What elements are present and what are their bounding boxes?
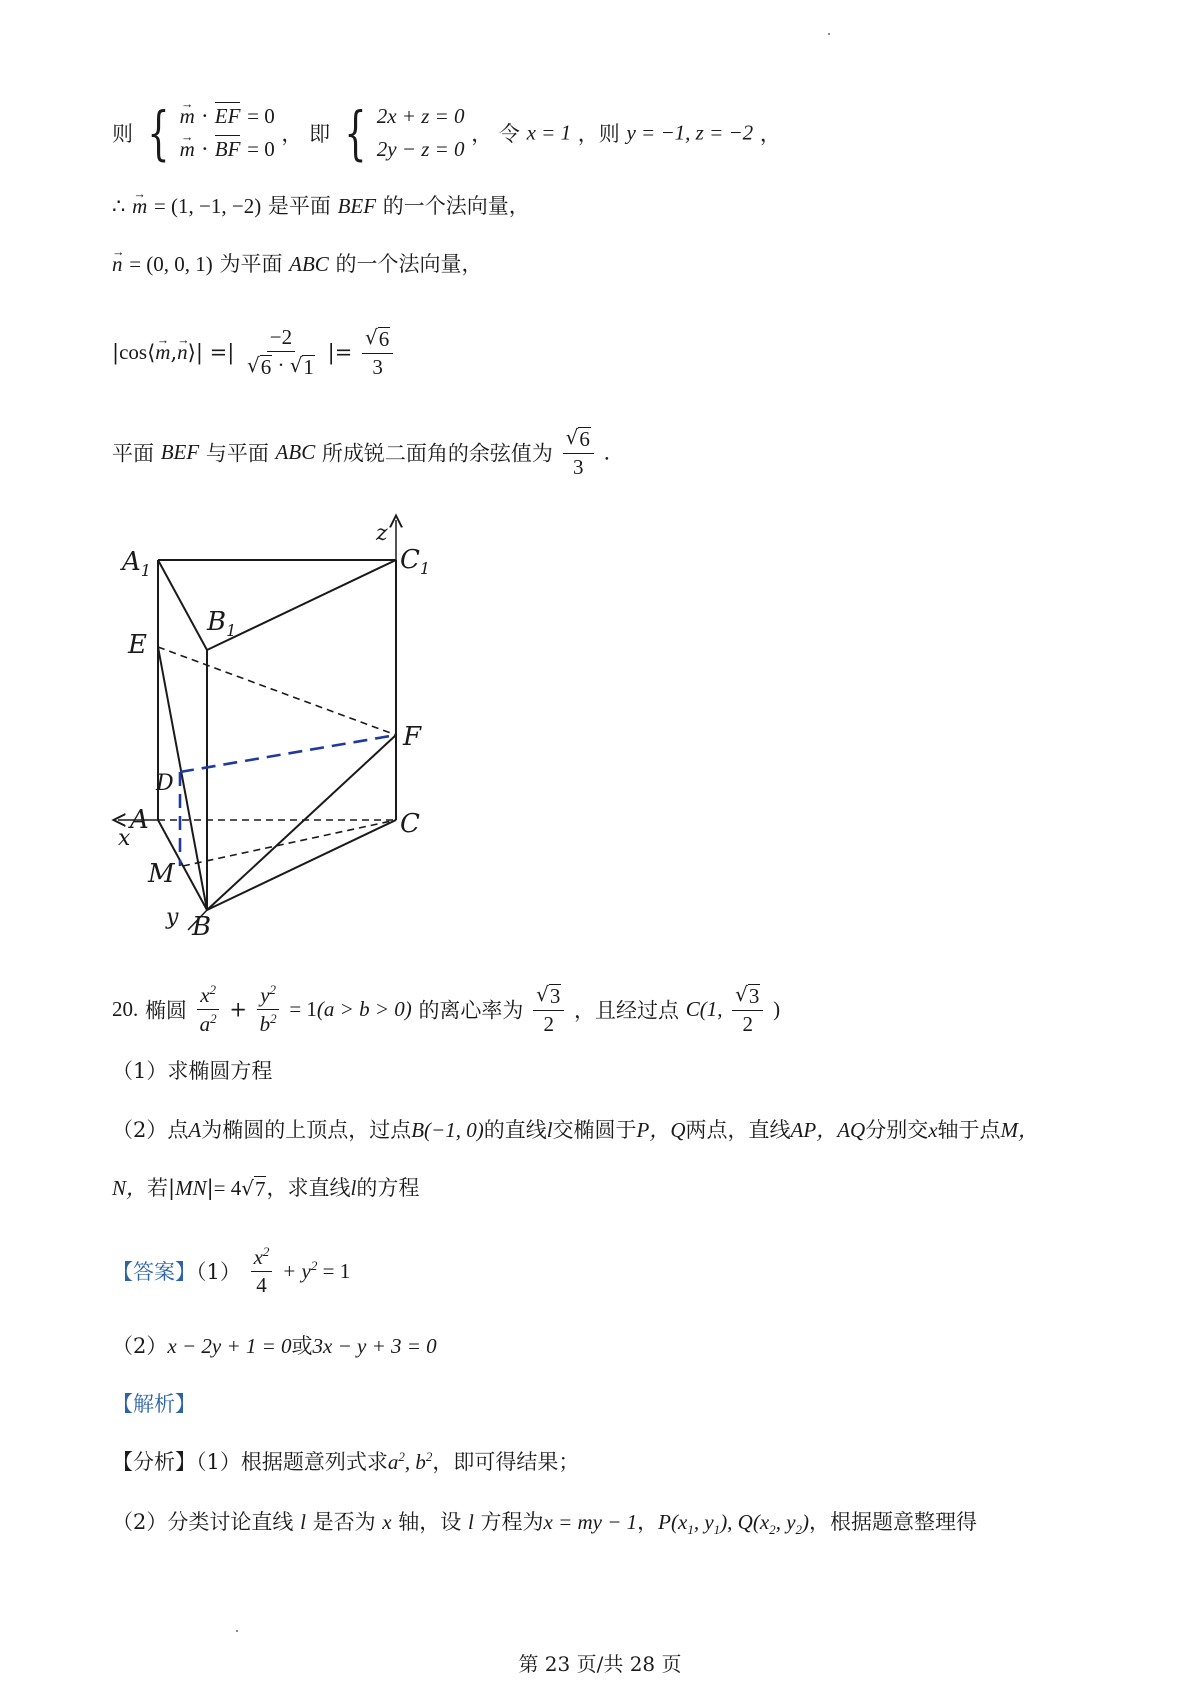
answer-part-2: （2）x − 2y + 1 = 0或3x − y + 3 = 0	[112, 1334, 437, 1358]
equation-line-1: 则 { → m · EF = 0 → m · BF = 0 ， 即 { 2x + z = 0 2y − z = 0 ， 令 x = 1 ，则 y = −1, z = −2 ，	[112, 104, 781, 162]
problem-20-stem: 20. 椭圆 $\frac{x^2}{a^2}$ + $\frac{y^2}{b^2}$ = 1(a > b > 0) 的离心率为 √ 3 2 ，且经过点 C(1, √ 3 2 )	[112, 982, 781, 1037]
label-D: D	[156, 771, 174, 796]
label-M: M	[148, 859, 175, 889]
label-B1: $B_1$	[207, 607, 237, 640]
edge-A1B1	[158, 560, 207, 650]
problem-20-part-2-line2: N，若|MN|= 4 √ 7 ，求直线l的方程	[112, 1176, 420, 1201]
label-A1: $A_1$	[122, 547, 151, 580]
label-z: z	[376, 521, 388, 546]
label-B: B	[192, 912, 212, 942]
analysis-tag: 【解析】	[112, 1392, 196, 1416]
analysis-part-2: （2）分类讨论直线 l 是否为 x 轴，设 l 方程为x = my − 1，$P(x_1$, $y_1$), $Q(x_2$, $y_2$)，根据题意整理得	[112, 1510, 978, 1538]
edge-BC	[207, 820, 396, 910]
label-A: A	[130, 805, 149, 835]
label-y: y	[166, 905, 179, 930]
page-footer: 第 23 页/共 28 页	[518, 1652, 682, 1676]
scan-dot	[236, 1630, 238, 1632]
answer-tag: 【答案】	[112, 1260, 196, 1285]
normal-vector-m-line: ∴ → m = (1, −1, −2) 是平面 BEF 的一个法向量，	[112, 190, 530, 220]
answer-part-1: 【答案】（1） $\frac{x^2}{4}$ + $y^2 = 1$	[112, 1244, 351, 1298]
normal-vector-n-line: → n = (0, 0, 1) 为平面 ABC 的一个法向量，	[112, 248, 483, 278]
problem-20-part-1: （1）求椭圆方程	[112, 1059, 273, 1083]
edge-EF-dashed	[158, 647, 396, 735]
label-x: x	[118, 826, 131, 851]
problem-20-part-2-line1: （2）点A为椭圆的上顶点，过点B(−1, 0)的直线l交椭圆于P，Q两点，直线AP，AQ分别交x轴于点M，	[112, 1118, 1040, 1142]
prism-figure	[100, 505, 440, 942]
dihedral-conclusion: 平面 BEF 与平面 ABC 所成锐二面角的余弦值为 √ 6 3 .	[112, 425, 611, 480]
label-F: F	[403, 722, 422, 752]
linear-system: { 2x + z = 0 2y − z = 0	[344, 99, 465, 167]
label-C1: $C_1$	[400, 545, 431, 578]
cosine-formula: |cos⟨→ m,→ n⟩| =| −2 √ 6 · √ 1 |= √ 6 3	[112, 326, 396, 379]
vector-system: { → m · EF = 0 → m · BF = 0	[140, 104, 275, 162]
edge-MC-dashed	[183, 820, 396, 866]
analysis-part-1: 【分析】（1）根据题意列式求$a^2$, $b^2$，即可得结果；	[112, 1449, 580, 1474]
label-C: C	[400, 809, 420, 839]
scan-dot	[828, 33, 830, 35]
segment-DF-blue	[180, 735, 396, 772]
label-E: E	[128, 630, 147, 660]
